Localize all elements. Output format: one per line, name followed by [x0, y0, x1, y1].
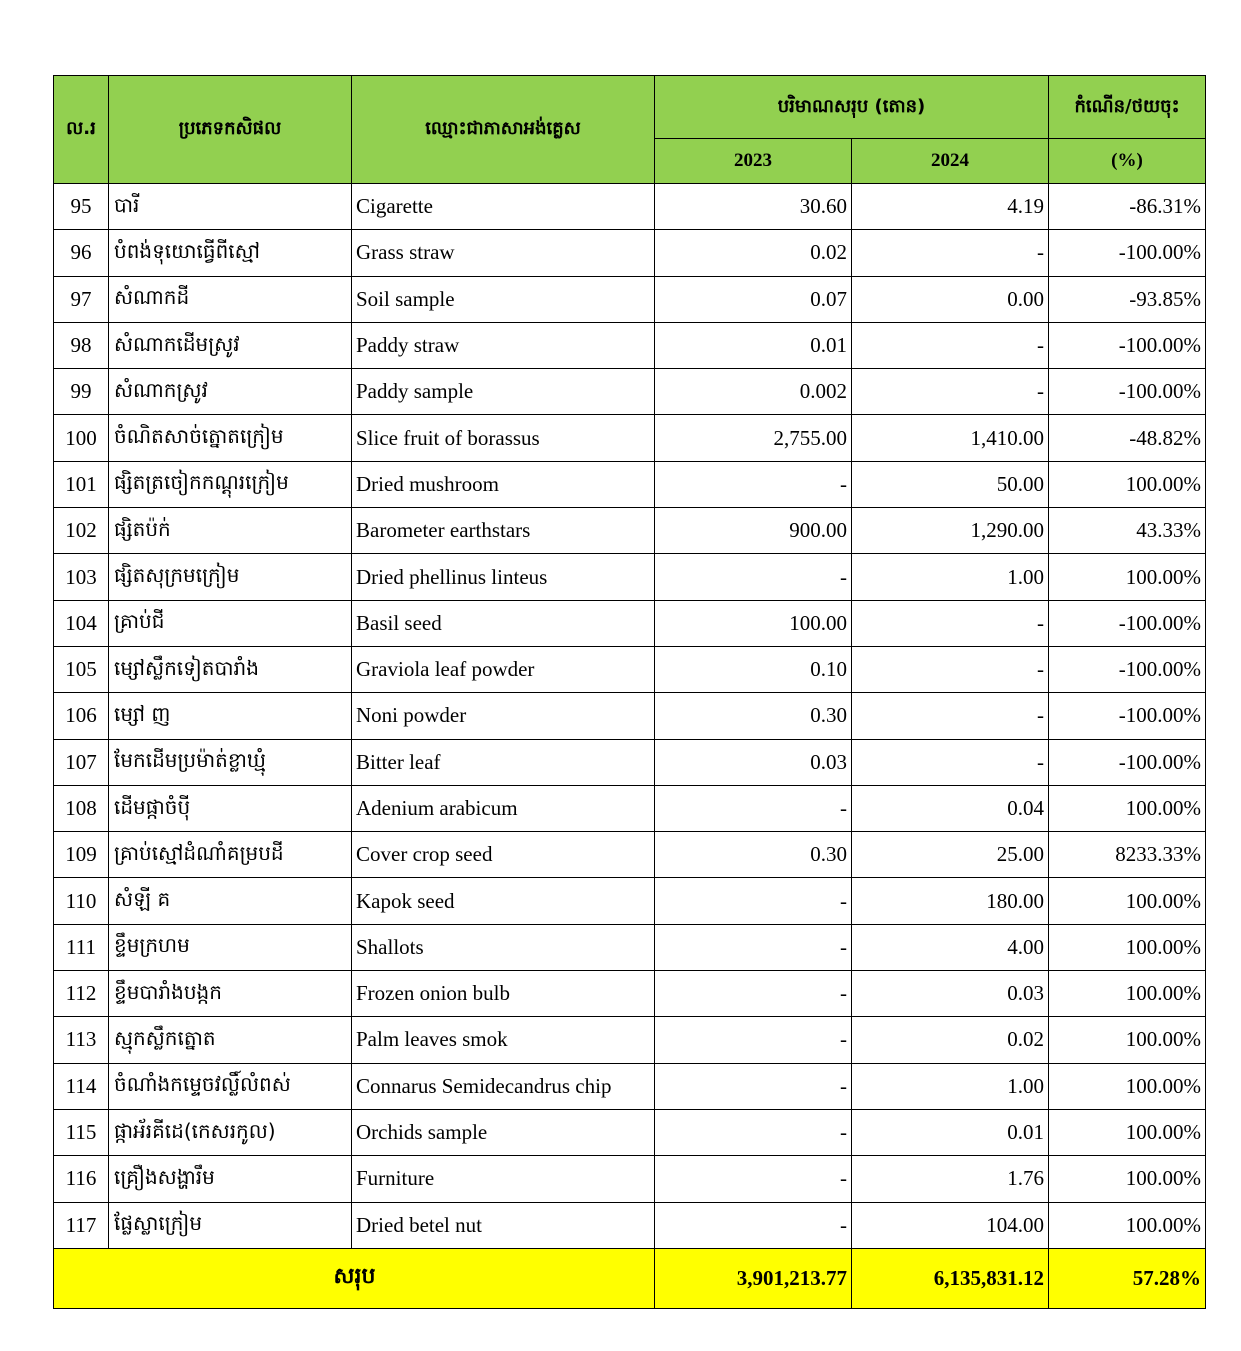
product-name-en: Connarus Semidecandrus chip	[352, 1063, 655, 1109]
table-row	[54, 785, 1206, 831]
table-row	[54, 1109, 1206, 1155]
row-number: 102	[54, 508, 109, 554]
header-year-2024: 2024	[852, 139, 1049, 184]
growth-pct: -100.00%	[1049, 693, 1206, 739]
qty-2024: -	[852, 369, 1049, 415]
product-type-kh: បារី	[109, 184, 352, 230]
qty-2023: -	[655, 1202, 852, 1248]
qty-2024: 180.00	[852, 878, 1049, 924]
qty-2024: -	[852, 230, 1049, 276]
header-growth: កំណើន/ថយចុះ	[1049, 76, 1206, 139]
product-type-kh: ចំណាំងកម្ទេចវល្លិ៍លំពស់	[109, 1063, 352, 1109]
table-row	[54, 971, 1206, 1017]
row-number: 103	[54, 554, 109, 600]
product-name-en: Graviola leaf powder	[352, 646, 655, 692]
table-row	[54, 230, 1206, 276]
row-number: 95	[54, 184, 109, 230]
qty-2023: 0.30	[655, 832, 852, 878]
product-name-en: Barometer earthstars	[352, 508, 655, 554]
product-type-kh: ចំណិតសាច់ត្នោតក្រៀម	[109, 415, 352, 461]
row-number: 109	[54, 832, 109, 878]
product-type-kh: មែកដើមប្រម៉ាត់ខ្លាឃ្មុំ	[109, 739, 352, 785]
growth-pct: 100.00%	[1049, 461, 1206, 507]
header-no: ល.រ	[54, 76, 109, 184]
total-label: សរុប	[54, 1248, 655, 1308]
row-number: 106	[54, 693, 109, 739]
growth-pct: -100.00%	[1049, 600, 1206, 646]
growth-pct: 100.00%	[1049, 554, 1206, 600]
product-type-kh: ផ្សិតត្រចៀកកណ្ដុរក្រៀម	[109, 461, 352, 507]
row-number: 97	[54, 276, 109, 322]
growth-pct: 100.00%	[1049, 924, 1206, 970]
table-row	[54, 461, 1206, 507]
qty-2024: -	[852, 739, 1049, 785]
qty-2023: -	[655, 878, 852, 924]
qty-2024: 1,410.00	[852, 415, 1049, 461]
qty-2024: 0.03	[852, 971, 1049, 1017]
qty-2024: 1.76	[852, 1156, 1049, 1202]
growth-pct: -86.31%	[1049, 184, 1206, 230]
product-name-en: Dried phellinus linteus	[352, 554, 655, 600]
product-name-en: Kapok seed	[352, 878, 655, 924]
table-body	[54, 184, 1206, 1249]
growth-pct: 100.00%	[1049, 785, 1206, 831]
product-type-kh: គ្រាប់ស្មៅដំណាំគម្របដី	[109, 832, 352, 878]
export-table	[53, 75, 1206, 1309]
product-type-kh: ម្សៅ ញ	[109, 693, 352, 739]
header-percent: (%)	[1049, 139, 1206, 184]
total-2024: 6,135,831.12	[852, 1248, 1049, 1308]
qty-2023: 100.00	[655, 600, 852, 646]
table-row	[54, 415, 1206, 461]
product-name-en: Cigarette	[352, 184, 655, 230]
product-name-en: Basil seed	[352, 600, 655, 646]
product-name-en: Slice fruit of borassus	[352, 415, 655, 461]
growth-pct: -100.00%	[1049, 646, 1206, 692]
table-row	[54, 1202, 1206, 1248]
qty-2024: 25.00	[852, 832, 1049, 878]
table-row	[54, 322, 1206, 368]
row-number: 116	[54, 1156, 109, 1202]
row-number: 117	[54, 1202, 109, 1248]
product-name-en: Soil sample	[352, 276, 655, 322]
product-type-kh: សំណាកដី	[109, 276, 352, 322]
qty-2024: 104.00	[852, 1202, 1049, 1248]
qty-2023: 30.60	[655, 184, 852, 230]
growth-pct: 8233.33%	[1049, 832, 1206, 878]
product-type-kh: គ្រឿងសង្ហារឹម	[109, 1156, 352, 1202]
product-type-kh: បំពង់ទុយោធ្វើពីស្មៅ	[109, 230, 352, 276]
growth-pct: 100.00%	[1049, 1202, 1206, 1248]
product-type-kh: ផ្សិតសុក្រមក្រៀម	[109, 554, 352, 600]
row-number: 104	[54, 600, 109, 646]
growth-pct: -100.00%	[1049, 739, 1206, 785]
qty-2023: 2,755.00	[655, 415, 852, 461]
product-type-kh: គ្រាប់ជី	[109, 600, 352, 646]
row-number: 114	[54, 1063, 109, 1109]
table-row	[54, 276, 1206, 322]
product-name-en: Dried betel nut	[352, 1202, 655, 1248]
qty-2024: -	[852, 646, 1049, 692]
growth-pct: 100.00%	[1049, 1109, 1206, 1155]
qty-2024: -	[852, 322, 1049, 368]
qty-2024: 1.00	[852, 554, 1049, 600]
table-row	[54, 693, 1206, 739]
table-row	[54, 600, 1206, 646]
qty-2024: 0.01	[852, 1109, 1049, 1155]
product-type-kh: ផ្សិតប៉ក់	[109, 508, 352, 554]
table-row	[54, 646, 1206, 692]
product-name-en: Shallots	[352, 924, 655, 970]
row-number: 113	[54, 1017, 109, 1063]
row-number: 96	[54, 230, 109, 276]
row-number: 110	[54, 878, 109, 924]
growth-pct: 100.00%	[1049, 1156, 1206, 1202]
table-row	[54, 739, 1206, 785]
qty-2024: 0.02	[852, 1017, 1049, 1063]
product-name-en: Noni powder	[352, 693, 655, 739]
row-number: 99	[54, 369, 109, 415]
header-name-en: ឈ្មោះជាភាសាអង់គ្លេស	[352, 76, 655, 184]
qty-2023: 900.00	[655, 508, 852, 554]
qty-2024: 50.00	[852, 461, 1049, 507]
growth-pct: 100.00%	[1049, 971, 1206, 1017]
qty-2023: 0.07	[655, 276, 852, 322]
product-name-en: Frozen onion bulb	[352, 971, 655, 1017]
row-number: 105	[54, 646, 109, 692]
qty-2023: -	[655, 1109, 852, 1155]
product-type-kh: ផ្កាអ័រគីដេ(កេសរកូល)	[109, 1109, 352, 1155]
qty-2024: 4.00	[852, 924, 1049, 970]
row-number: 101	[54, 461, 109, 507]
table-row	[54, 1063, 1206, 1109]
growth-pct: -100.00%	[1049, 322, 1206, 368]
qty-2023: 0.002	[655, 369, 852, 415]
product-type-kh: ម្សៅស្លឹកទៀតបារាំង	[109, 646, 352, 692]
product-name-en: Orchids sample	[352, 1109, 655, 1155]
product-name-en: Adenium arabicum	[352, 785, 655, 831]
product-type-kh: សំឡី គ	[109, 878, 352, 924]
table-row	[54, 832, 1206, 878]
row-number: 108	[54, 785, 109, 831]
product-name-en: Grass straw	[352, 230, 655, 276]
row-number: 100	[54, 415, 109, 461]
table-row	[54, 1017, 1206, 1063]
product-name-en: Paddy sample	[352, 369, 655, 415]
qty-2023: -	[655, 1063, 852, 1109]
qty-2023: 0.02	[655, 230, 852, 276]
qty-2024: 4.19	[852, 184, 1049, 230]
product-type-kh: ស្មុកស្លឹកត្នោត	[109, 1017, 352, 1063]
qty-2024: 1.00	[852, 1063, 1049, 1109]
row-number: 111	[54, 924, 109, 970]
header-year-2023: 2023	[655, 139, 852, 184]
qty-2024: 1,290.00	[852, 508, 1049, 554]
total-pct: 57.28%	[1049, 1248, 1206, 1308]
product-name-en: Furniture	[352, 1156, 655, 1202]
qty-2023: -	[655, 1156, 852, 1202]
header-total-qty: បរិមាណសរុប (តោន)	[655, 76, 1049, 139]
product-type-kh: ខ្ទឹមក្រហម	[109, 924, 352, 970]
product-name-en: Dried mushroom	[352, 461, 655, 507]
growth-pct: -100.00%	[1049, 230, 1206, 276]
product-type-kh: ដើមផ្កាចំប៉ី	[109, 785, 352, 831]
qty-2023: -	[655, 785, 852, 831]
qty-2023: 0.03	[655, 739, 852, 785]
total-row	[54, 1248, 1206, 1308]
total-2023: 3,901,213.77	[655, 1248, 852, 1308]
growth-pct: -48.82%	[1049, 415, 1206, 461]
qty-2024: 0.04	[852, 785, 1049, 831]
qty-2024: -	[852, 600, 1049, 646]
table-header	[54, 76, 1206, 184]
product-type-kh: សំណាកស្រូវ	[109, 369, 352, 415]
qty-2023: -	[655, 1017, 852, 1063]
row-number: 98	[54, 322, 109, 368]
growth-pct: -93.85%	[1049, 276, 1206, 322]
product-name-en: Palm leaves smok	[352, 1017, 655, 1063]
qty-2023: 0.30	[655, 693, 852, 739]
table-row	[54, 1156, 1206, 1202]
growth-pct: 43.33%	[1049, 508, 1206, 554]
product-name-en: Cover crop seed	[352, 832, 655, 878]
qty-2023: 0.10	[655, 646, 852, 692]
growth-pct: 100.00%	[1049, 1017, 1206, 1063]
product-name-en: Bitter leaf	[352, 739, 655, 785]
growth-pct: 100.00%	[1049, 878, 1206, 924]
table-row	[54, 878, 1206, 924]
row-number: 115	[54, 1109, 109, 1155]
growth-pct: -100.00%	[1049, 369, 1206, 415]
row-number: 107	[54, 739, 109, 785]
product-type-kh: សំណាកដើមស្រូវ	[109, 322, 352, 368]
product-type-kh: ផ្លែស្លាក្រៀម	[109, 1202, 352, 1248]
table-footer	[54, 1248, 1206, 1308]
growth-pct: 100.00%	[1049, 1063, 1206, 1109]
qty-2024: -	[852, 693, 1049, 739]
product-type-kh: ខ្ទឹមបារាំងបង្កក	[109, 971, 352, 1017]
table-row	[54, 184, 1206, 230]
product-name-en: Paddy straw	[352, 322, 655, 368]
qty-2023: -	[655, 461, 852, 507]
table-row	[54, 554, 1206, 600]
qty-2023: -	[655, 554, 852, 600]
qty-2023: -	[655, 971, 852, 1017]
qty-2024: 0.00	[852, 276, 1049, 322]
table-row	[54, 924, 1206, 970]
row-number: 112	[54, 971, 109, 1017]
qty-2023: -	[655, 924, 852, 970]
table-row	[54, 369, 1206, 415]
table-row	[54, 508, 1206, 554]
header-type-kh: ប្រភេទកសិផល	[109, 76, 352, 184]
qty-2023: 0.01	[655, 322, 852, 368]
